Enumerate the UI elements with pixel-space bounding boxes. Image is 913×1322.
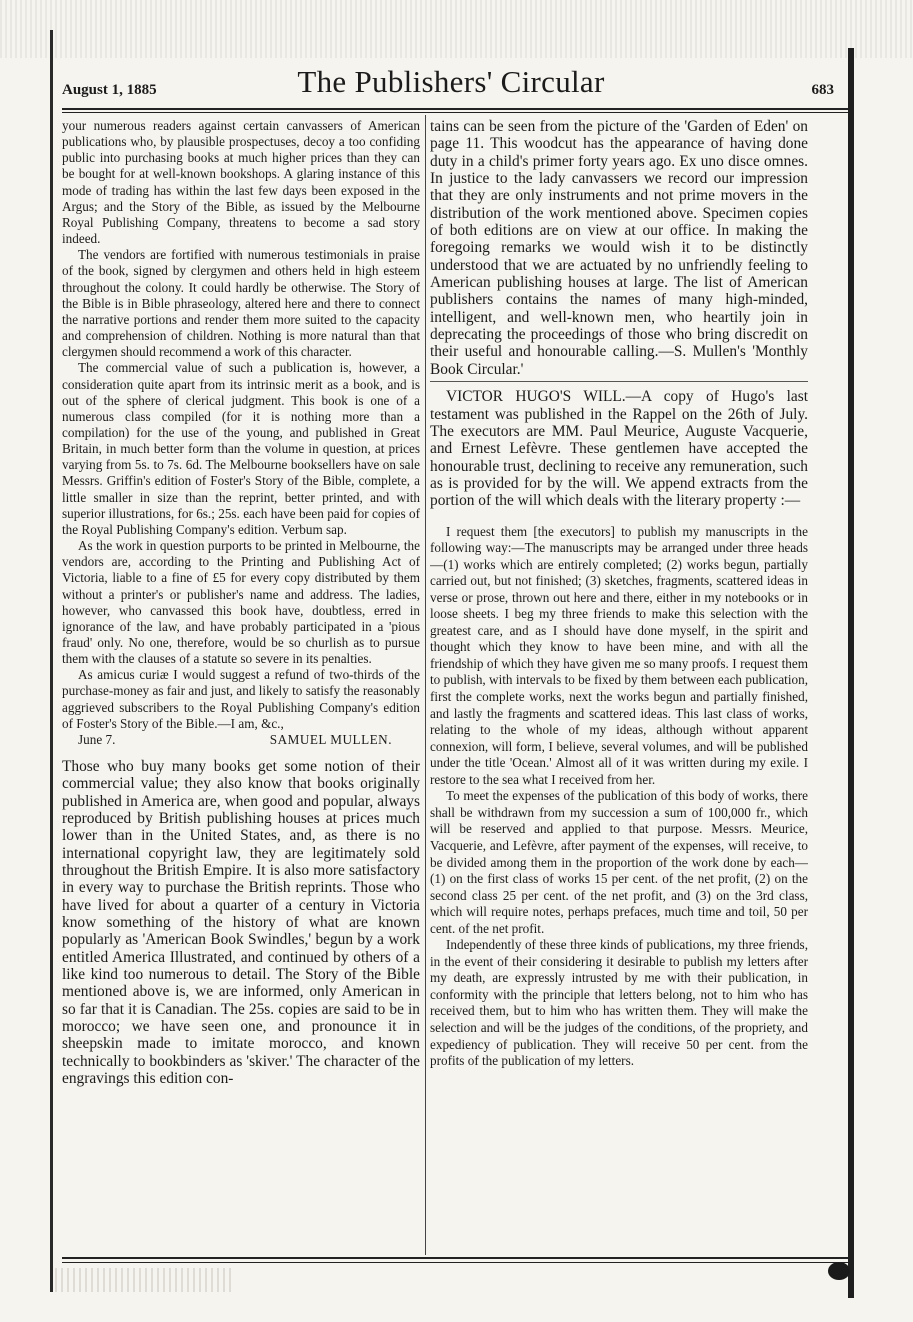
column-divider: [425, 115, 426, 1255]
paragraph: As amicus curiæ I would suggest a refund of two-thirds of the purchase-money as fair and just, and likely to satisfy the reasonably aggrieved subscribers to the Royal Publishing Company's edition of Foster's Story of the Bible.—I am, &c.,: [62, 667, 420, 731]
page-edge-left: [50, 30, 53, 1292]
will-extract: I request them [the executors] to publish my manuscripts in the following way:—The manuscripts may be arranged under three heads—(1) works which are entirely completed; (2) works begun, partially carried out, but not finished; (3) sketches, fragments, scattered ideas in verse or prose, thrown out here and there, either in my notebooks or in loose sheets. I beg my three friends to make this selection with the greatest care, and as I should have done myself, in the spirit and thought which they know to have been mine, and with all the friendship of which they have given me so many proofs. I request them to publish, with intervals to be fixed by them between each publication, first the complete works, next the works begun and partially finished, and lastly the fragments and scattered ideas. This last class of works, relating to the whole of my ideas, although without apparent connexion, will form, I believe, several volumes, and will be published under the title 'Ocean.' Almost all of it was written during my exile. I restore to the sea what I received from her.: [430, 523, 808, 787]
paragraph: As the work in question purports to be printed in Melbourne, the vendors are, according to the Printing and Publishing Act of Victoria, liable to a fine of £5 for every copy distributed by them without a printer's or publisher's name and address. The ladies, however, who canvassed this book have, doubtless, erred in ignorance of the law, and have probably participated in a 'pious fraud' only. No one, therefore, would be so churlish as to pursue them with the clauses of a statute so severe in its penalties.: [62, 538, 420, 667]
page-number: 683: [811, 82, 834, 98]
header-title: The Publishers' Circular: [297, 64, 605, 99]
hugo-will-paragraph: VICTOR HUGO'S WILL.—A copy of Hugo's last testament was published in the Rappel on the 26th of July. The executors are MM. Paul Meurice, Auguste Vacquerie, and Ernest Lefèvre. These gentlemen have accepted the honourable trust, declining to receive any remuneration, such as is provided for by the will. We append extracts from the portion of the will which deals with the literary property :—: [430, 388, 808, 510]
editorial-paragraph: tains can be seen from the picture of the 'Garden of Eden' on page 11. This woodcut has the appearance of having done duty in a child's primer forty years ago. Ex uno disce omnes. In justice to the lady canvassers we record our impression that they are only instruments and not prime movers in the distribution of the work mentioned above. Specimen copies of both editions are on view at our office. In making the foregoing remarks we would wish it to be distinctly understood that we are actuated by no unfriendly feeling to American publishing houses at large. The list of American publishers contains the names of many high-minded, intelligent, and well-known men, who heartily join in deprecating the proceedings of those who bring discredit on their useful and honourable calling.—S. Mullen's 'Monthly Book Circular.': [430, 118, 808, 378]
signature-name: SAMUEL MULLEN.: [269, 731, 392, 747]
right-column: [430, 118, 808, 1254]
scan-margin-top: [0, 0, 913, 58]
letter-signature: [62, 732, 420, 748]
section-separator: [430, 381, 808, 382]
paragraph: your numerous readers against certain canvassers of American publications who, by plausible prospectuses, decoy a too confiding public into purchasing books at much higher prices than they can be bought for at well-known bookshops. A glaring instance of this mode of trading has within the last few days been exposed in the Argus; and the Story of the Bible, as issued by the Melbourne Royal Publishing Company, threatens to become a sad story indeed.: [62, 118, 420, 247]
header-date: August 1, 1885: [62, 82, 157, 98]
paragraph: The vendors are fortified with numerous testimonials in praise of the book, signed by clergymen and others held in high esteem throughout the colony. It could hardly be otherwise. The Story of the Bible is in Bible phraseology, altered here and there to connect the narrative portions and render them more suited to the capacity and comprehension of children. Nothing is more natural than that clergymen should recommend a work of this character.: [62, 247, 420, 360]
footer-rule-thin: [62, 1262, 848, 1263]
header-rule-thin: [62, 112, 848, 113]
will-extract: Independently of these three kinds of publications, my three friends, in the event of their considering it desirable to publish my letters after my death, are expressly intrusted by me with their publication, in conformity with the principle that letters belong, not to him who has received them, but to him who has written them. They will make the selection and will be the judges of the conditions, of the propriety, and expediency of publication. They will receive 50 per cent. from the profits of the publication of my letters.: [430, 937, 808, 1069]
ink-blot: [828, 1262, 850, 1280]
paragraph: The commercial value of such a publication is, however, a consideration quite apart from its intrinsic merit as a book, and is out of the sphere of clerical judgment. This book is one of a numerous class compiled (for it is nothing more than a compilation) for the use of the young, and published in Great Britain, in much better form than the volume in question, at prices varying from 5s. to 7s. 6d. The Melbourne booksellers have on sale Messrs. Griffin's edition of Foster's Story of the Bible, complete, a little smaller in size than the reprint, better printed, and with superior illustrations, for 6s.; 25s. each have been paid for copies of the Royal Publishing Company's edition. Verbum sap.: [62, 360, 420, 537]
scan-margin-bottom: [55, 1268, 235, 1292]
header-rule: [62, 108, 848, 110]
page-header: [62, 62, 840, 112]
page-edge-right: [848, 48, 854, 1298]
signature-date: June 7.: [78, 731, 116, 747]
editorial-paragraph: Those who buy many books get some notion of their commercial value; they also know that books originally published in America are, when good and popular, always reproduced by British publishing houses at prices much lower than in the United States, and, as there is no international copyright law, they are legitimately sold throughout the British Empire. It is also more satisfactory in every way to purchase the British reprints. Those who have lived for about a quarter of a century in Victoria know something of the history of what are known popularly as 'American Book Swindles,' begun by a work entitled America Illustrated, and continued by others of a like kind too numerous to detail. The Story of the Bible mentioned above is, we are informed, only American in so far that it is Canadian. The 25s. copies are said to be in morocco; we have seen one, and pronounce it in sheepskin made to imitate morocco, and known technically to bookbinders as 'skiver.' The character of the engravings this edition con-: [62, 757, 420, 1088]
will-extract: To meet the expenses of the publication of this body of works, there shall be withdrawn from my succession a sum of 100,000 fr., which will be reserved and applied to that purpose. Messrs. Meurice, Vacquerie, and Lefèvre, after payment of the expenses, will receive, to be divided among them in the proportion of the work done by each—(1) on the first class of works 15 per cent. of the net profit, (2) on the second class 25 per cent. of the net profit, and (3) on the 3rd class, which will require notes, perhaps prefaces, much time and toil, 50 per cent. of the net profit.: [430, 788, 808, 936]
footer-rule: [62, 1257, 848, 1259]
left-column: [62, 118, 420, 1254]
